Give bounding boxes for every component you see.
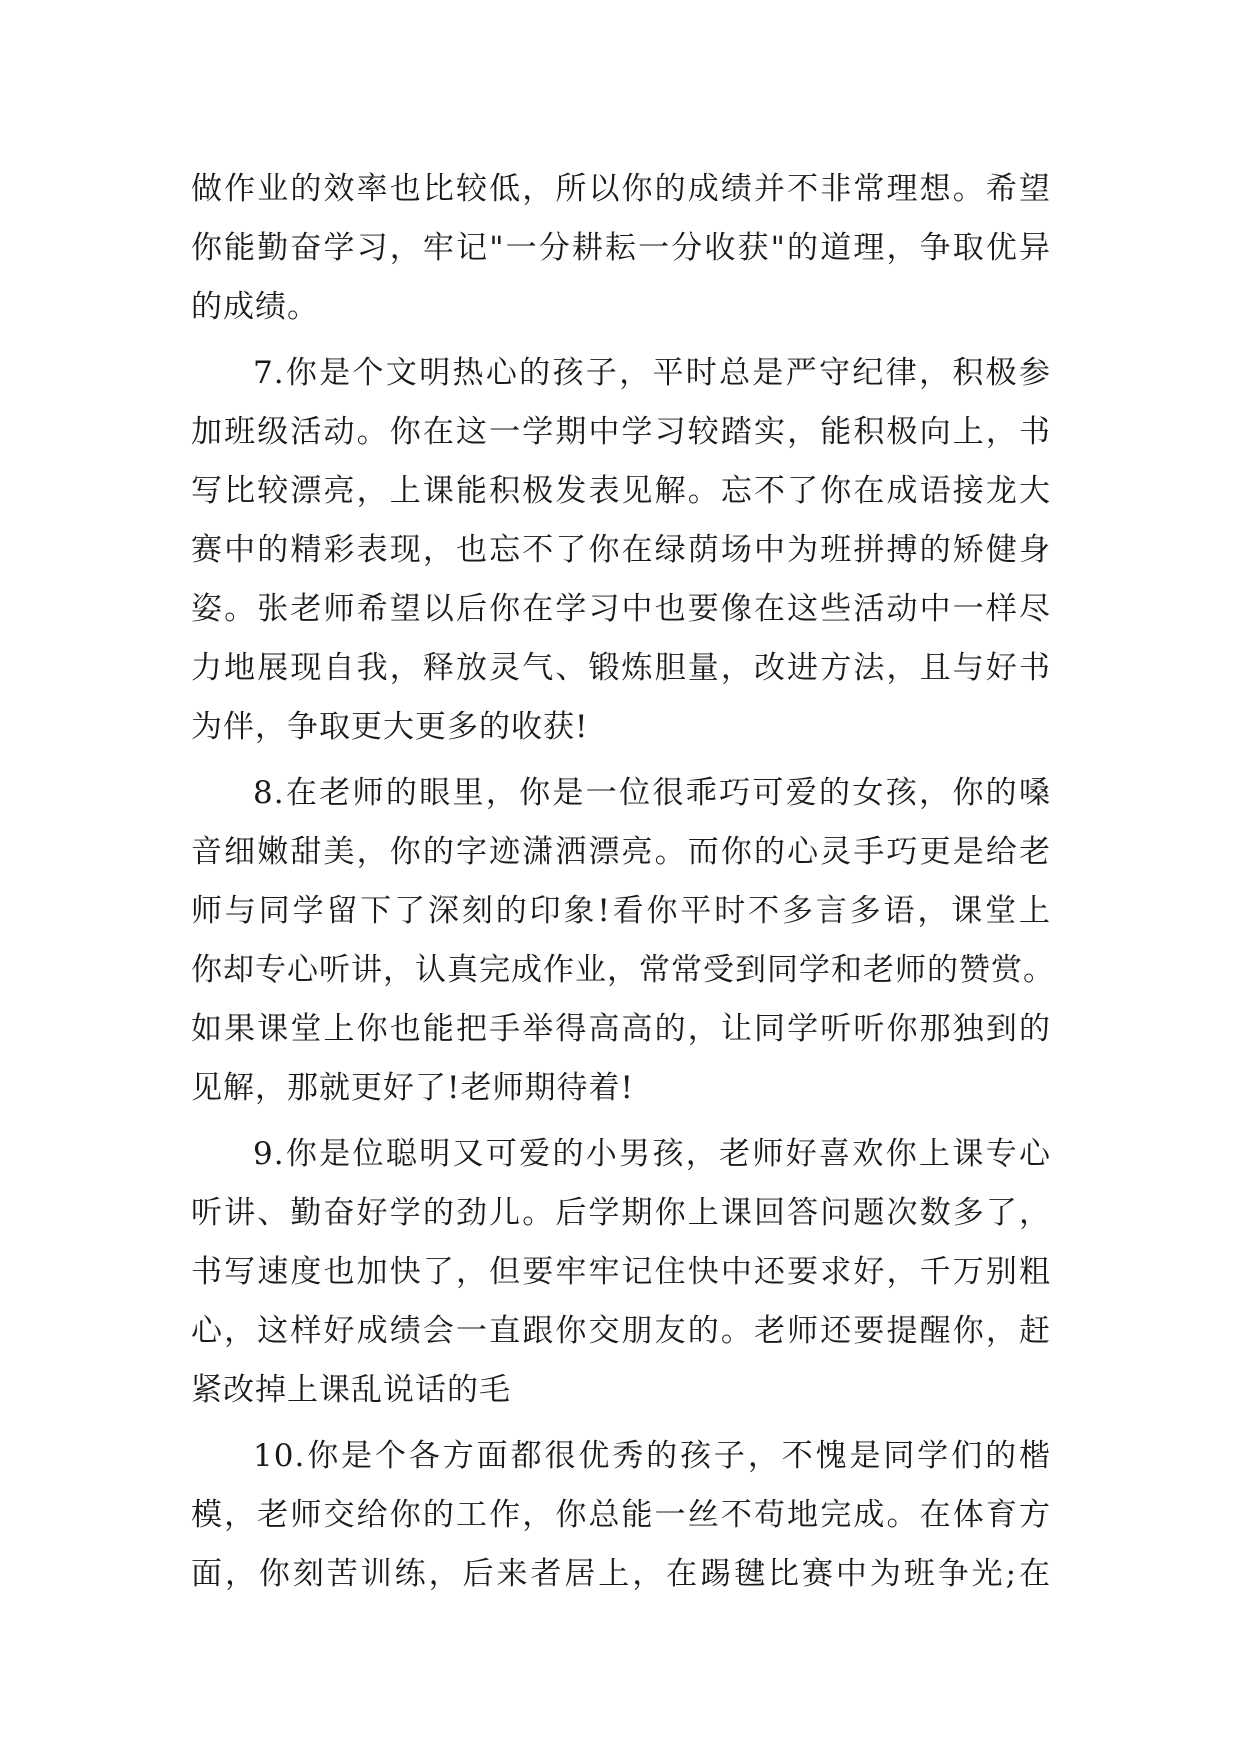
text-line: 心，这样好成绩会一直跟你交朋友的。老师还要提醒你，赶	[191, 1313, 1051, 1349]
text-line: 见解，那就更好了!老师期待着!	[191, 1070, 634, 1106]
text-line: 音细嫩甜美，你的字迹潇洒漂亮。而你的心灵手巧更是给老	[191, 834, 1051, 870]
paragraph-8	[191, 764, 1055, 1118]
text-line: 听讲、勤奋好学的劲儿。后学期你上课回答问题次数多了，	[191, 1195, 1051, 1231]
text-line: 加班级活动。你在这一学期中学习较踏实，能积极向上，书	[191, 414, 1051, 450]
text-line: 模，老师交给你的工作，你总能一丝不苟地完成。在体育方	[191, 1497, 1051, 1533]
paragraph-7	[191, 344, 1051, 757]
text-line: 做作业的效率也比较低，所以你的成绩并不非常理想。希望	[191, 171, 1051, 207]
text-line: 如果课堂上你也能把手举得高高的，让同学听听你那独到的	[191, 1011, 1051, 1047]
text-line: 你能勤奋学习，牢记"一分耕耘一分收获"的道理，争取优异	[191, 230, 1051, 266]
text-line: 的成绩。	[191, 289, 319, 325]
text-line: 写比较漂亮，上课能积极发表见解。忘不了你在成语接龙大	[191, 473, 1051, 509]
text-line: 为伴，争取更大更多的收获!	[191, 709, 589, 745]
text-line: 紧改掉上课乱说话的毛	[191, 1372, 511, 1408]
paragraph-10	[191, 1427, 1051, 1604]
text-line: 书写速度也加快了，但要牢牢记住快中还要求好，千万别粗	[191, 1254, 1051, 1290]
paragraph-9	[191, 1125, 1051, 1420]
text-line: 7.你是个文明热心的孩子，平时总是严守纪律，积极参	[253, 355, 1051, 391]
text-line: 力地展现自我，释放灵气、锻炼胆量，改进方法，且与好书	[191, 650, 1051, 686]
text-line: 10.你是个各方面都很优秀的孩子，不愧是同学们的楷	[253, 1438, 1051, 1474]
text-line: 8.在老师的眼里，你是一位很乖巧可爱的女孩，你的嗓	[253, 775, 1051, 811]
text-line: 师与同学留下了深刻的印象!看你平时不多言多语，课堂上	[191, 893, 1051, 929]
text-line: 你却专心听讲，认真完成作业，常常受到同学和老师的赞赏。	[191, 952, 1055, 988]
text-line: 姿。张老师希望以后你在学习中也要像在这些活动中一样尽	[191, 591, 1051, 627]
document-body	[191, 160, 1055, 1604]
text-line: 9.你是位聪明又可爱的小男孩，老师好喜欢你上课专心	[253, 1136, 1051, 1172]
paragraph-continuation	[191, 160, 1051, 337]
text-line: 面，你刻苦训练，后来者居上，在踢毽比赛中为班争光;在	[191, 1556, 1051, 1592]
text-line: 赛中的精彩表现，也忘不了你在绿荫场中为班拼搏的矫健身	[191, 532, 1051, 568]
